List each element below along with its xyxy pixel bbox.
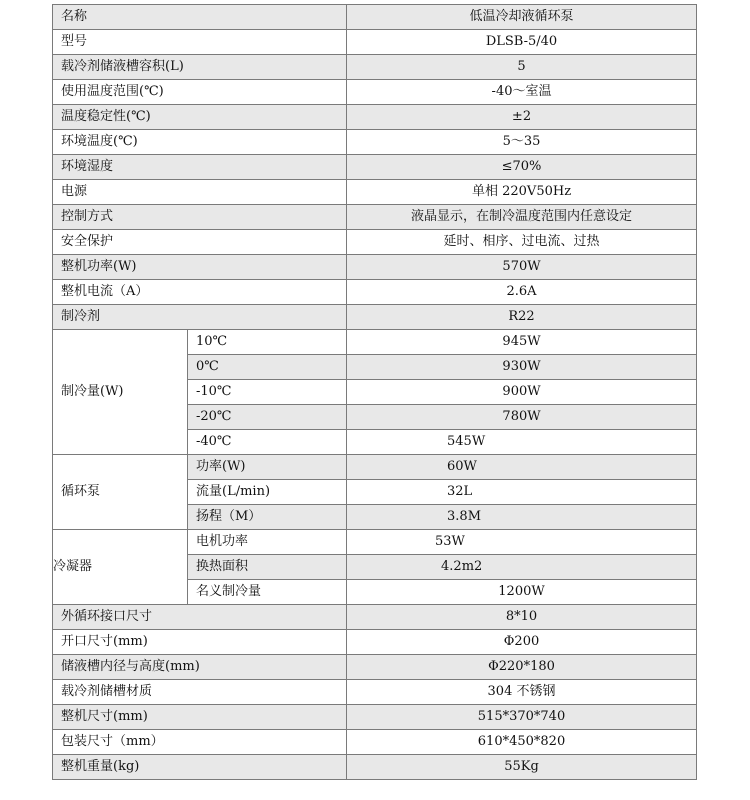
table-row [53,30,697,55]
table-row [53,630,697,655]
row-label-ambient-temp: 环境温度(℃) [53,130,347,155]
row-label-control: 控制方式 [53,205,347,230]
condenser-param: 换热面积 [188,555,347,580]
row-label-model: 型号 [53,30,347,55]
row-label-power-supply: 电源 [53,180,347,205]
row-value-package: 610*450*820 [347,730,697,755]
row-value-control: 液晶显示，在制冷温度范围内任意设定 [347,205,697,230]
row-label-weight: 整机重量(kg) [53,755,347,780]
row-value-ambient-humidity: ≤70% [347,155,697,180]
row-value-total-current: 2.6A [347,280,697,305]
row-value-refrigerant: R22 [347,305,697,330]
cooling-value: 900W [347,380,697,405]
table-row [53,280,697,305]
row-value-name: 低温冷却液循环泵 [347,5,697,30]
table-row [53,680,697,705]
cooling-temp: -10℃ [188,380,347,405]
table-row [53,155,697,180]
row-label-total-power: 整机功率(W) [53,255,347,280]
table-row [53,130,697,155]
row-value-weight: 55Kg [347,755,697,780]
row-label-opening: 开口尺寸(mm) [53,630,347,655]
row-value-dimensions: 515*370*740 [347,705,697,730]
table-row [53,205,697,230]
row-label-temp-stability: 温度稳定性(℃) [53,105,347,130]
row-label-tank-dims: 储液槽内径与高度(mm) [53,655,347,680]
row-value-ext-interface: 8*10 [347,605,697,630]
row-value-power-supply: 单相 220V50Hz [347,180,697,205]
row-label-name: 名称 [53,5,347,30]
table-row [53,455,697,480]
row-value-total-power: 570W [347,255,697,280]
condenser-param: 名义制冷量 [188,580,347,605]
group-label-condenser: 冷凝器 [53,530,188,605]
condenser-param: 电机功率 [188,530,347,555]
row-value-opening: Φ200 [347,630,697,655]
row-value-tank-material: 304 不锈钢 [347,680,697,705]
cooling-temp: -20℃ [188,405,347,430]
pump-value: 3.8M [347,505,697,530]
group-label-pump: 循环泵 [53,455,188,530]
row-label-tank-material: 载冷剂储槽材质 [53,680,347,705]
cooling-temp: 0℃ [188,355,347,380]
pump-param: 功率(W) [188,455,347,480]
table-row [53,605,697,630]
table-row [53,755,697,780]
spec-table [52,4,697,780]
row-value-tank-volume: 5 [347,55,697,80]
row-label-ext-interface: 外循环接口尺寸 [53,605,347,630]
cooling-temp: 10℃ [188,330,347,355]
cooling-value: 930W [347,355,697,380]
row-label-tank-volume: 载冷剂储液槽容积(L) [53,55,347,80]
cooling-value: 780W [347,405,697,430]
table-row [53,705,697,730]
pump-value: 32L [347,480,697,505]
row-value-temp-stability: ±2 [347,105,697,130]
table-row [53,180,697,205]
cooling-value: 945W [347,330,697,355]
pump-param: 扬程（M） [188,505,347,530]
table-row [53,255,697,280]
row-label-dimensions: 整机尺寸(mm) [53,705,347,730]
table-row [53,230,697,255]
cooling-value: 545W [347,430,697,455]
condenser-value: 53W [347,530,697,555]
pump-param: 流量(L/min) [188,480,347,505]
cooling-temp: -40℃ [188,430,347,455]
row-value-model: DLSB-5/40 [347,30,697,55]
table-row [53,5,697,30]
table-row [53,655,697,680]
row-label-temp-range: 使用温度范围(℃) [53,80,347,105]
table-row [53,55,697,80]
group-label-cooling: 制冷量(W) [53,330,188,455]
row-value-temp-range: -40～室温 [347,80,697,105]
pump-value: 60W [347,455,697,480]
table-row [53,730,697,755]
row-label-ambient-humidity: 环境湿度 [53,155,347,180]
condenser-value: 4.2m2 [347,555,697,580]
table-row [53,105,697,130]
table-row [53,80,697,105]
table-row [53,530,697,555]
row-value-tank-dims: Φ220*180 [347,655,697,680]
row-value-ambient-temp: 5～35 [347,130,697,155]
row-value-protection: 延时、相序、过电流、过热 [347,230,697,255]
row-label-total-current: 整机电流（A） [53,280,347,305]
table-row [53,330,697,355]
table-row [53,305,697,330]
row-label-refrigerant: 制冷剂 [53,305,347,330]
row-label-protection: 安全保护 [53,230,347,255]
row-label-package: 包装尺寸（mm） [53,730,347,755]
condenser-value: 1200W [347,580,697,605]
